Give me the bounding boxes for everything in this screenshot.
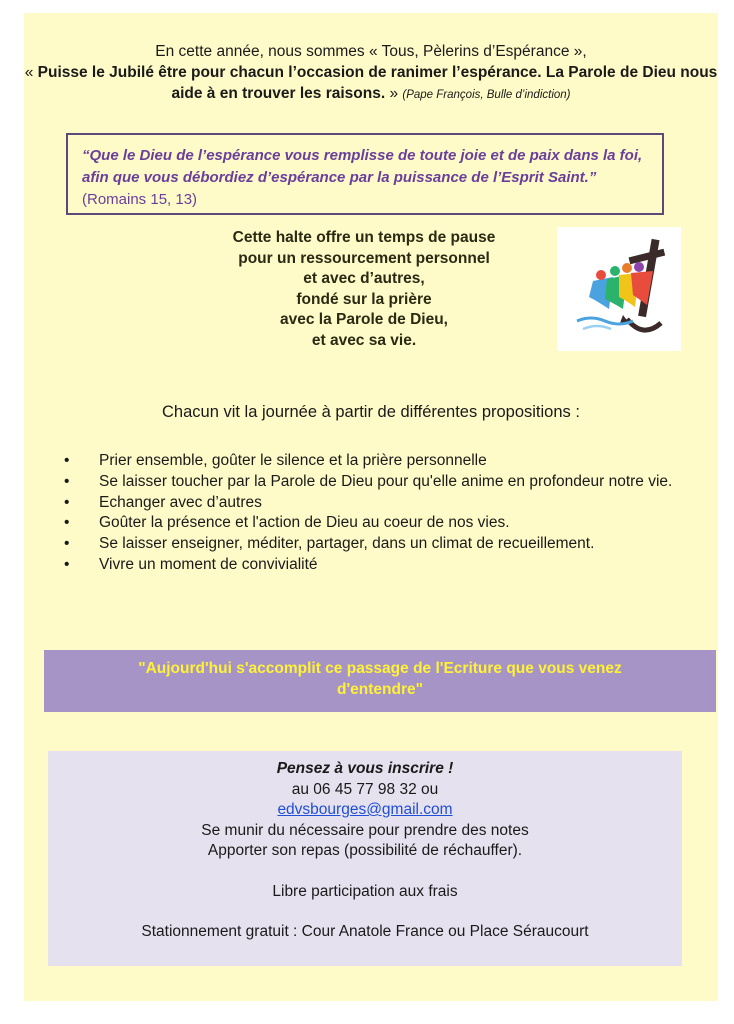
- email-link[interactable]: edvsbourges@gmail.com: [277, 801, 453, 818]
- list-item: • Echanger avec d’autres: [64, 493, 684, 514]
- bible-verse-box: [66, 133, 664, 215]
- banner-line: "Aujourd'hui s'accomplit ce passage de l'Ecriture que vous venez: [138, 660, 622, 677]
- halte-line: fondé sur la prière: [296, 290, 432, 308]
- intro-line: En cette année, nous sommes « Tous, Pèlerins d’Espérance »,: [155, 43, 587, 60]
- verse-reference: (Romains 15, 13): [82, 191, 198, 208]
- propositions-list: [64, 451, 684, 576]
- verse-text: “Que le Dieu de l’espérance vous remplisse de toute joie et de paix dans la foi, afin que vous débordiez d’espérance par la puissance de l’Esprit Saint.”: [82, 147, 643, 186]
- contact-line: [48, 780, 682, 821]
- propositions-intro: Chacun vit la journée à partir de différentes propositions :: [162, 403, 580, 421]
- quote-citation: (Pape François, Bulle d’indiction): [402, 89, 571, 101]
- halte-line: et avec sa vie.: [311, 331, 417, 349]
- scripture-banner: [44, 650, 716, 712]
- banner-line: d'entendre": [337, 680, 423, 698]
- spacer: [48, 902, 682, 922]
- parking-line: Stationnement gratuit : Cour Anatole France ou Place Séraucourt: [141, 923, 589, 940]
- list-item: • Vivre un moment de convivialité: [64, 555, 684, 576]
- list-item: • Se laisser enseigner, méditer, partager, dans un climat de recueillement.: [64, 534, 684, 555]
- quote-close: »: [385, 85, 399, 102]
- flyer-page: [24, 13, 718, 1001]
- halte-description: [174, 228, 554, 351]
- quote-open: «: [24, 64, 38, 81]
- participation-line: Libre participation aux frais: [272, 882, 458, 900]
- halte-line: pour un ressourcement personnel: [238, 249, 490, 267]
- list-item: • Se laisser toucher par la Parole de Dieu pour qu'elle anime en profondeur notre vie.: [64, 472, 684, 493]
- registration-info-box: [48, 751, 682, 966]
- halte-line: avec la Parole de Dieu,: [279, 311, 448, 328]
- jubilee-quote: Puisse le Jubilé être pour chacun l’occasion de ranimer l’espérance. La Parole de Dieu nous aide à en trouver les raisons.: [37, 64, 718, 102]
- list-item: • Prier ensemble, goûter le silence et la prière personnelle: [64, 451, 684, 472]
- notes-line: Se munir du nécessaire pour prendre des notes: [201, 821, 529, 839]
- halte-line: et avec d’autres,: [303, 270, 425, 287]
- spacer: [48, 862, 682, 882]
- intro-block: [24, 41, 718, 106]
- registration-heading: Pensez à vous inscrire !: [276, 760, 454, 777]
- pilgrims-boat-cross-anchor-icon: [557, 227, 681, 351]
- phone-text: au 06 45 77 98 32 ou: [291, 780, 439, 798]
- list-item: • Goûter la présence et l'action de Dieu au coeur de nos vies.: [64, 513, 684, 534]
- meal-line: Apporter son repas (possibilité de réchauffer).: [207, 842, 523, 859]
- halte-line: Cette halte offre un temps de pause: [232, 229, 496, 246]
